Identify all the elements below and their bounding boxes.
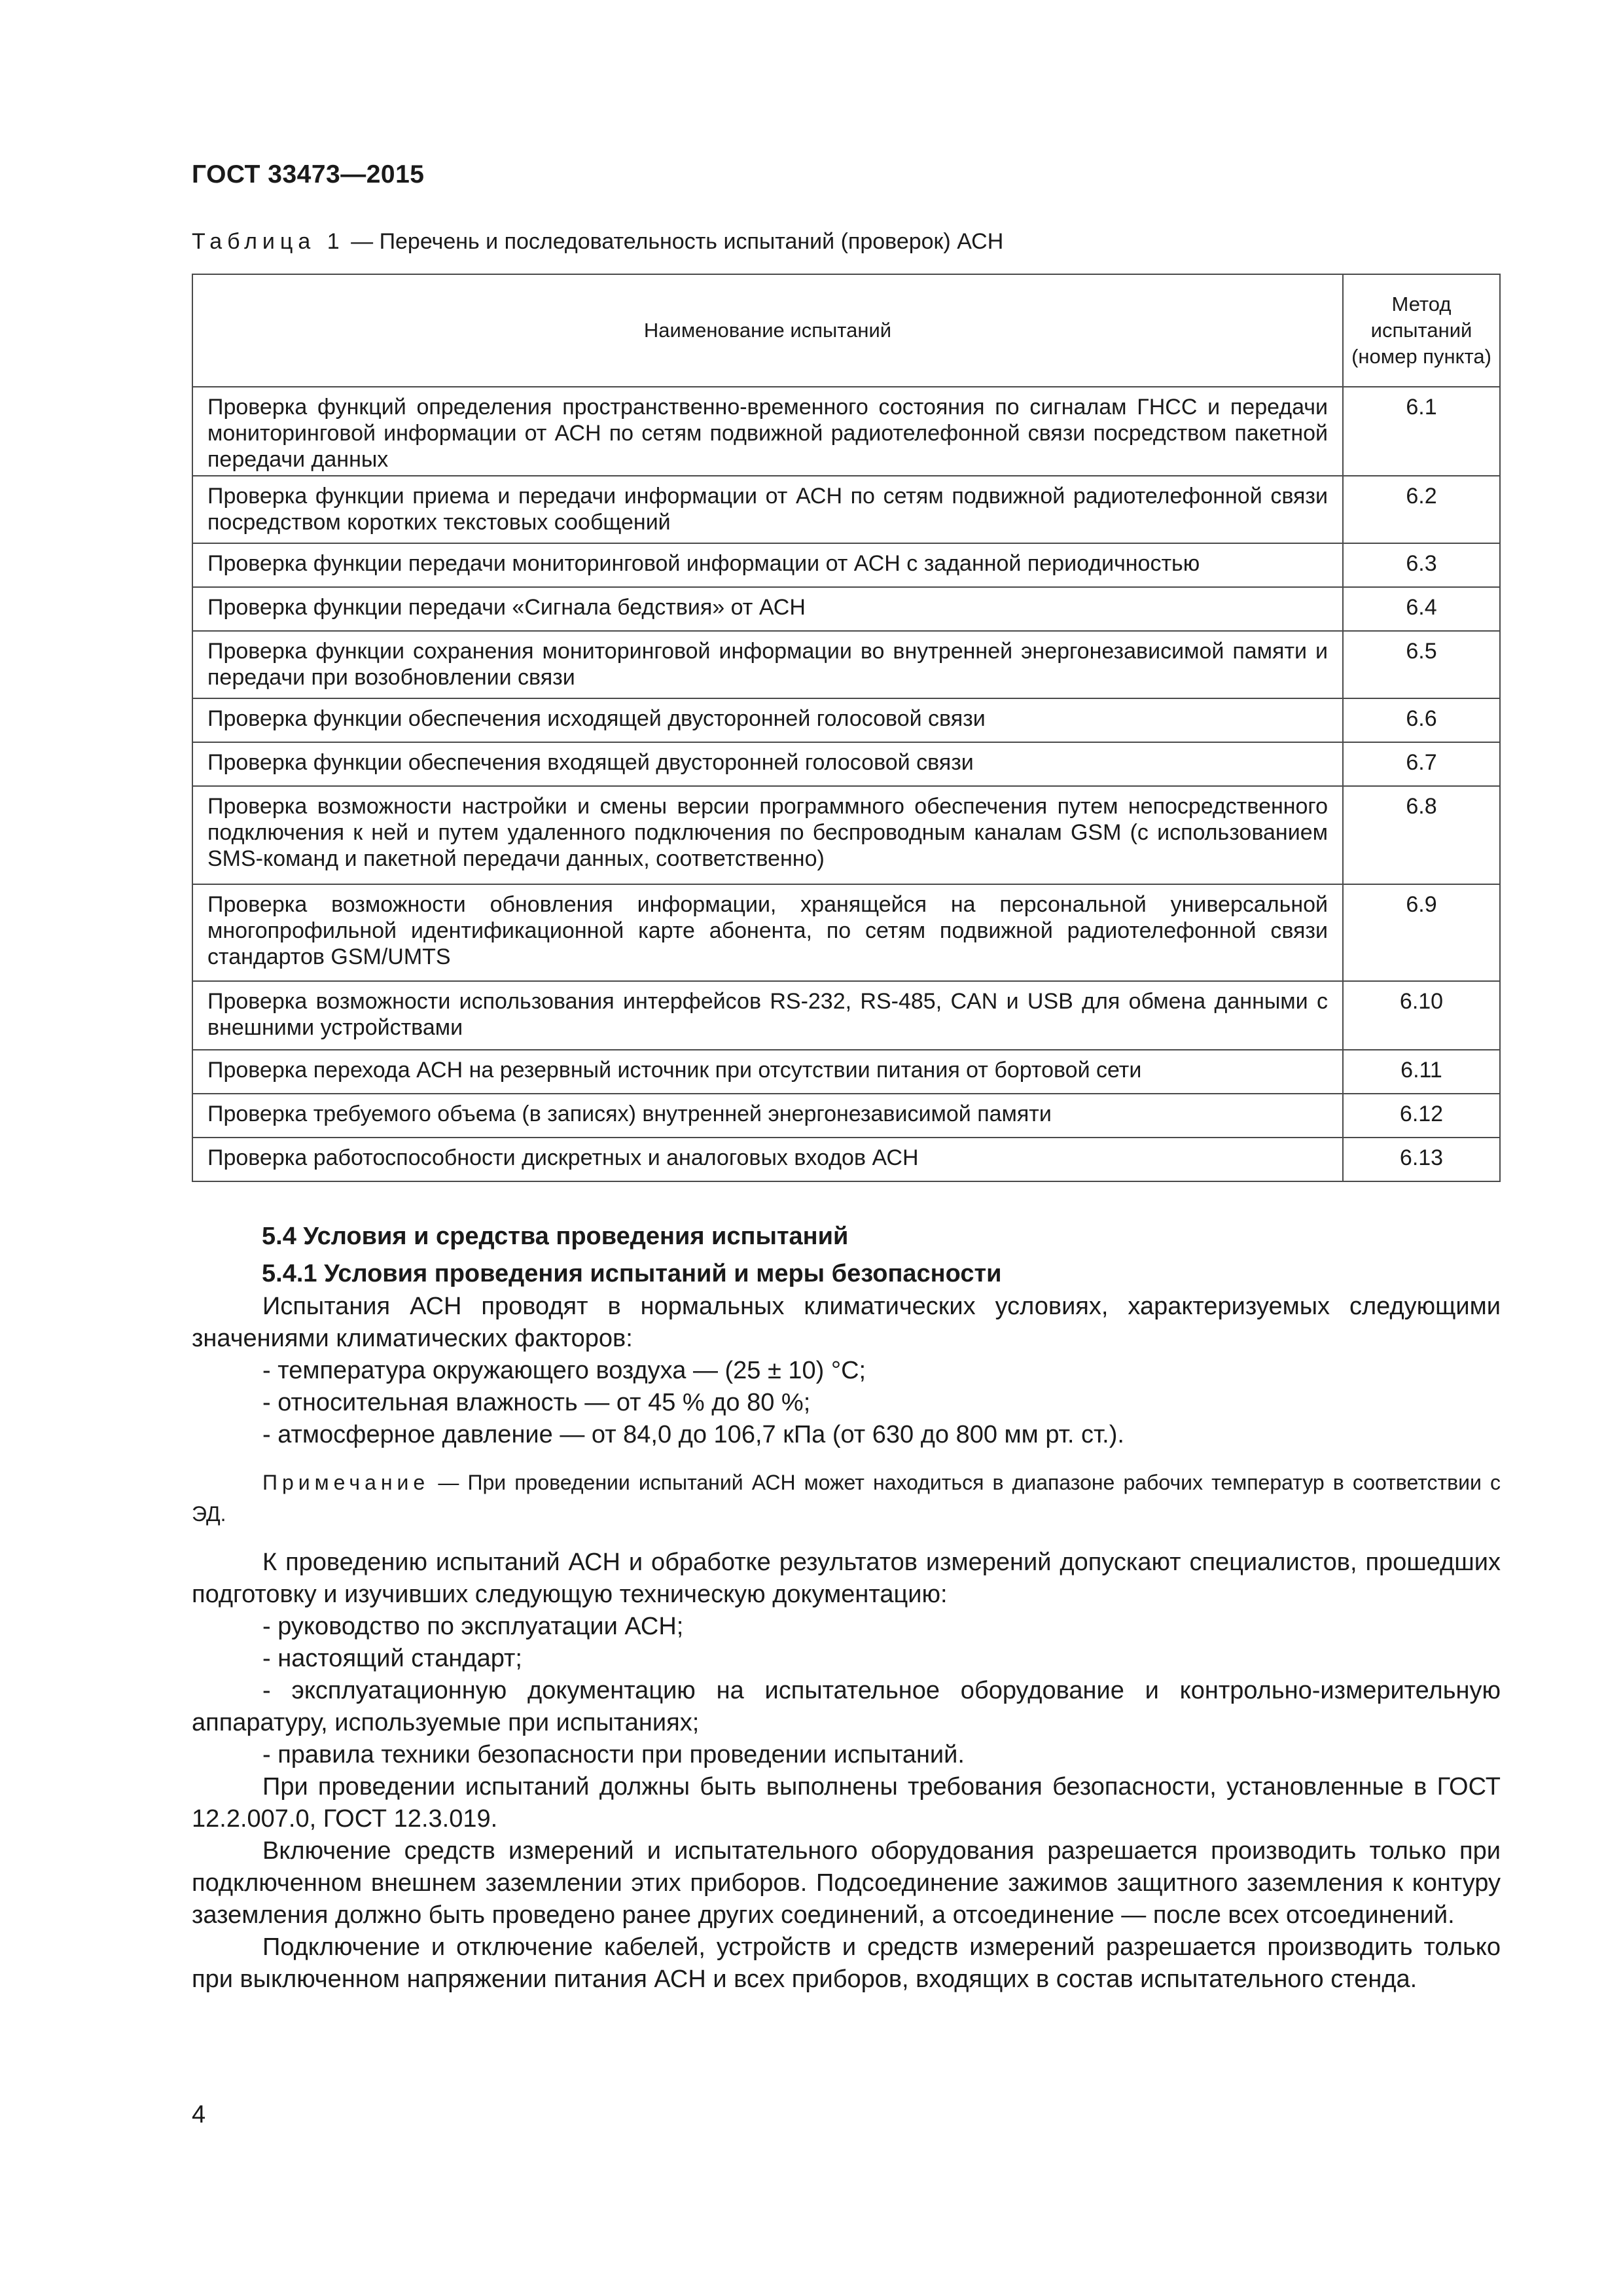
- admission-block: [192, 1547, 1501, 1996]
- grounding-paragraph: Включение средств измерений и испытательного оборудования разрешается производить только при подключенном внешнем заземлении этих приборов. Подсоединение зажимов защитного заземления к контуру заземления должно быть проведено ранее других соединений, а отсоединение — после всех отсоединений.: [192, 1837, 1501, 1929]
- note-label: Примечание: [262, 1471, 430, 1494]
- table-caption-text: — Перечень и последовательность испытаний (проверок) АСН: [344, 229, 1004, 254]
- table-row: [192, 884, 1500, 981]
- test-method-cell: 6.11: [1343, 1050, 1500, 1094]
- test-method-cell: 6.1: [1343, 387, 1500, 476]
- note-text: — При проведении испытаний АСН может находиться в диапазоне рабочих температур в соответствии с ЭД.: [192, 1471, 1501, 1526]
- tests-table: [192, 274, 1501, 1182]
- test-method-cell: 6.8: [1343, 786, 1500, 884]
- test-method-cell: 6.5: [1343, 631, 1500, 698]
- section-5-4-1-title: 5.4.1 Условия проведения испытаний и меры безопасности: [262, 1260, 1002, 1287]
- table-caption-label: Таблица 1: [192, 229, 345, 254]
- test-name-cell: Проверка функции приема и передачи информации от АСН по сетям подвижной радиотелефонной связи посредством коротких текстовых сообщений: [192, 476, 1343, 543]
- section-5-4-title: 5.4 Условия и средства проведения испытаний: [262, 1223, 849, 1250]
- test-name-cell: Проверка функции обеспечения исходящей двусторонней голосовой связи: [192, 698, 1343, 742]
- test-method-cell: 6.2: [1343, 476, 1500, 543]
- table-row: [192, 698, 1500, 742]
- table-row: [192, 742, 1500, 786]
- test-name-cell: Проверка возможности использования интерфейсов RS-232, RS-485, CAN и USB для обмена данными с внешними устройствами: [192, 981, 1343, 1050]
- test-method-cell: 6.6: [1343, 698, 1500, 742]
- table-row: [192, 543, 1500, 587]
- test-name-cell: Проверка перехода АСН на резервный источник при отсутствии питания от бортовой сети: [192, 1050, 1343, 1094]
- table-row: [192, 786, 1500, 884]
- test-name-cell: Проверка возможности настройки и смены версии программного обеспечения путем непосредственного подключения к ней и путем удаленного подключения по беспроводным каналам GSM (с использованием SMS-команд и пакетной передачи данных, соответственно): [192, 786, 1343, 884]
- test-name-cell: Проверка возможности обновления информации, хранящейся на персональной универсальной многопрофильной идентификационной карте абонента, по сетям подвижной радиотелефонной связи стандартов GSM/UMTS: [192, 884, 1343, 981]
- test-name-cell: Проверка функции передачи мониторинговой информации от АСН с заданной периодичностью: [192, 543, 1343, 587]
- column-header-name: Наименование испытаний: [192, 274, 1343, 387]
- condition-item: - атмосферное давление — от 84,0 до 106,7 кПа (от 630 до 800 мм рт. ст.).: [262, 1421, 1124, 1448]
- table-row: [192, 1138, 1500, 1181]
- cables-paragraph: Подключение и отключение кабелей, устройств и средств измерений разрешается производить только при выключенном напряжении питания АСН и всех приборов, входящих в состав испытательного стенда.: [192, 1933, 1501, 1993]
- safety-paragraph: При проведении испытаний должны быть выполнены требования безопасности, установленные в ГОСТ 12.2.007.0, ГОСТ 12.3.019.: [192, 1773, 1501, 1833]
- conditions-block: [192, 1291, 1501, 1451]
- document-header: ГОСТ 33473—2015: [192, 160, 425, 188]
- document-item: - правила техники безопасности при проведении испытаний.: [262, 1741, 965, 1768]
- test-method-cell: 6.13: [1343, 1138, 1500, 1181]
- test-name-cell: Проверка работоспособности дискретных и аналоговых входов АСН: [192, 1138, 1343, 1181]
- table-row: [192, 1050, 1500, 1094]
- test-name-cell: Проверка функций определения пространственно-временного состояния по сигналам ГНСС и передачи мониторинговой информации от АСН по сетям подвижной радиотелефонной связи посредством пакетной передачи данных: [192, 387, 1343, 476]
- condition-item: - относительная влажность — от 45 % до 80 %;: [262, 1389, 811, 1416]
- table-row: [192, 981, 1500, 1050]
- table-caption: [192, 229, 1003, 255]
- test-name-cell: Проверка требуемого объема (в записях) внутренней энергонезависимой памяти: [192, 1094, 1343, 1138]
- table-header-row: [192, 274, 1500, 387]
- document-item: - руководство по эксплуатации АСН;: [262, 1613, 684, 1640]
- test-method-cell: 6.12: [1343, 1094, 1500, 1138]
- test-name-cell: Проверка функции сохранения мониторинговой информации во внутренней энергонезависимой памяти и передачи при возобновлении связи: [192, 631, 1343, 698]
- table-row: [192, 387, 1500, 476]
- document-item: - настоящий стандарт;: [262, 1645, 522, 1672]
- test-name-cell: Проверка функции обеспечения входящей двусторонней голосовой связи: [192, 742, 1343, 786]
- test-method-cell: 6.9: [1343, 884, 1500, 981]
- note: [192, 1467, 1501, 1530]
- test-method-cell: 6.7: [1343, 742, 1500, 786]
- page-number: 4: [192, 2101, 206, 2128]
- test-name-cell: Проверка функции передачи «Сигнала бедствия» от АСН: [192, 587, 1343, 631]
- admission-intro: К проведению испытаний АСН и обработке результатов измерений допускают специалистов, прошедших подготовку и изучивших следующую техническую документацию:: [192, 1549, 1501, 1608]
- conditions-intro: Испытания АСН проводят в нормальных климатических условиях, характеризуемых следующими значениями климатических факторов:: [192, 1293, 1501, 1352]
- table-row: [192, 476, 1500, 543]
- table-row: [192, 631, 1500, 698]
- test-method-cell: 6.4: [1343, 587, 1500, 631]
- test-method-cell: 6.3: [1343, 543, 1500, 587]
- condition-item: - температура окружающего воздуха — (25 ± 10) °С;: [262, 1357, 866, 1384]
- test-method-cell: 6.10: [1343, 981, 1500, 1050]
- document-item: - эксплуатационную документацию на испытательное оборудование и контрольно-измерительную аппаратуру, используемые при испытаниях;: [192, 1677, 1501, 1736]
- table-row: [192, 1094, 1500, 1138]
- table-row: [192, 587, 1500, 631]
- column-header-method: Метод испытаний (номер пункта): [1343, 274, 1500, 387]
